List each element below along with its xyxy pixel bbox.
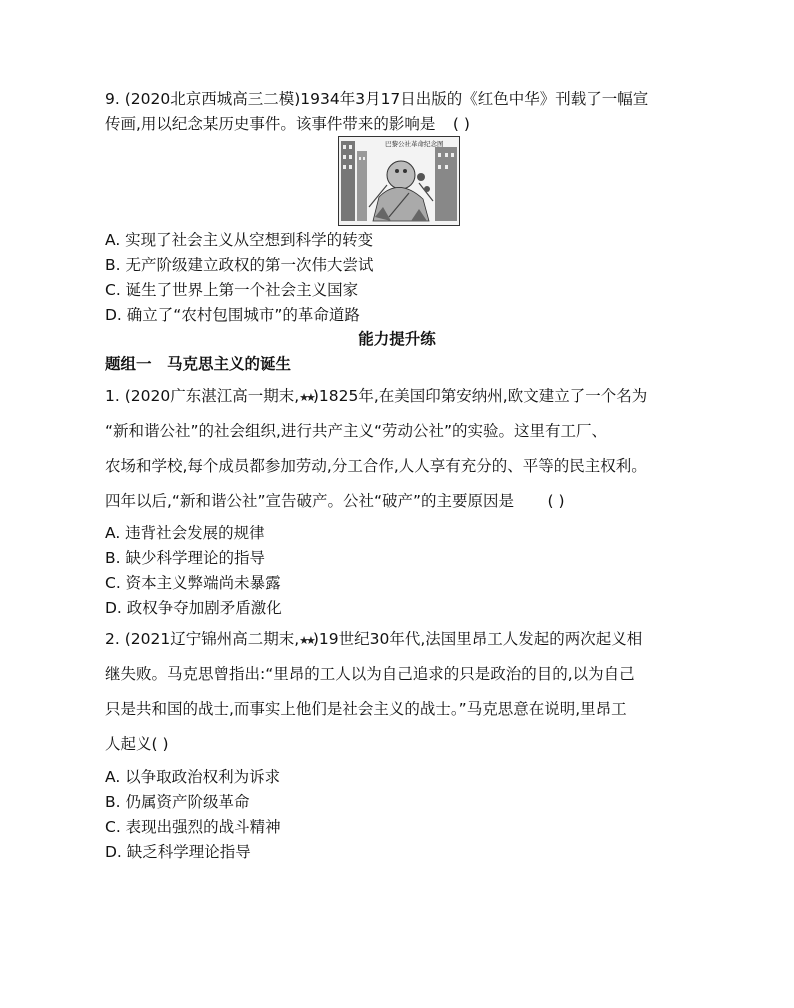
q1-stem-line1 — [105, 385, 647, 409]
q2-option-b[interactable]: B. 仍属资产阶级革命 — [105, 793, 250, 811]
q9-answer-paren: ( ) — [452, 115, 470, 133]
q1-option-d[interactable]: D. 政权争夺加剧矛盾激化 — [105, 599, 282, 617]
q1-option-c[interactable]: C. 资本主义弊端尚未暴露 — [105, 574, 281, 592]
two-star-difficulty-icon: ★★ — [299, 634, 313, 647]
q1-stem-text-end: 四年以后,“新和谐公社”宣告破产。公社“破产”的主要原因是 — [105, 492, 515, 510]
propaganda-poster-image — [338, 136, 460, 226]
q2-stem-line3: 只是共和国的战士,而事实上他们是社会主义的战士。”马克思意在说明,里昂工 — [105, 700, 627, 718]
q2-option-c[interactable]: C. 表现出强烈的战斗精神 — [105, 818, 281, 836]
q1-stem-text: )1825年,在美国印第安纳州,欧文建立了一个名为 — [312, 387, 648, 405]
q9-stem-line1: 9. (2020北京西城高三二模)1934年3月17日出版的《红色中华》刊载了一幅宣 — [105, 90, 649, 108]
q9-option-a[interactable]: A. 实现了社会主义从空想到科学的转变 — [105, 231, 374, 249]
q1-stem-line4 — [105, 490, 582, 512]
q1-stem-line3: 农场和学校,每个成员都参加劳动,分工合作,人人享有充分的、平等的民主权利。 — [105, 457, 647, 475]
q2-stem-line2: 继失败。马克思曾指出:“里昂的工人以为自己追求的只是政治的目的,以为自己 — [105, 665, 635, 683]
section-title: 能力提升练 — [358, 330, 436, 348]
q9-option-b[interactable]: B. 无产阶级建立政权的第一次伟大尝试 — [105, 256, 374, 274]
q9-option-c[interactable]: C. 诞生了世界上第一个社会主义国家 — [105, 281, 359, 299]
q2-option-d[interactable]: D. 缺乏科学理论指导 — [105, 843, 251, 861]
q9-option-d[interactable]: D. 确立了“农村包围城市”的革命道路 — [105, 306, 360, 324]
poster-caption: 巴黎公社革命纪念图 — [385, 140, 444, 148]
q1-option-b[interactable]: B. 缺少科学理论的指导 — [105, 549, 265, 567]
q2-source: 2. (2021辽宁锦州高二期末, — [105, 630, 300, 648]
q2-stem-line1 — [105, 628, 642, 652]
q1-stem-line2: “新和谐公社”的社会组织,进行共产主义“劳动公社”的实验。这里有工厂、 — [105, 422, 608, 440]
q2-stem-text: )19世纪30年代,法国里昂工人发起的两次起义相 — [312, 630, 643, 648]
q2-stem-line4: 人起义( ) — [105, 735, 169, 753]
q9-stem-text: 传画,用以纪念某历史事件。该事件带来的影响是 — [105, 115, 436, 133]
q1-option-a[interactable]: A. 违背社会发展的规律 — [105, 524, 265, 542]
q2-option-a[interactable]: A. 以争取政治权利为诉求 — [105, 768, 281, 786]
q1-answer-paren: ( ) — [547, 492, 565, 510]
poster-illustration — [339, 137, 459, 225]
q1-source: 1. (2020广东湛江高一期末, — [105, 387, 300, 405]
q9-stem-line2 — [105, 113, 487, 135]
group-title: 题组一 马克思主义的诞生 — [105, 355, 292, 373]
two-star-difficulty-icon: ★★ — [299, 391, 313, 404]
